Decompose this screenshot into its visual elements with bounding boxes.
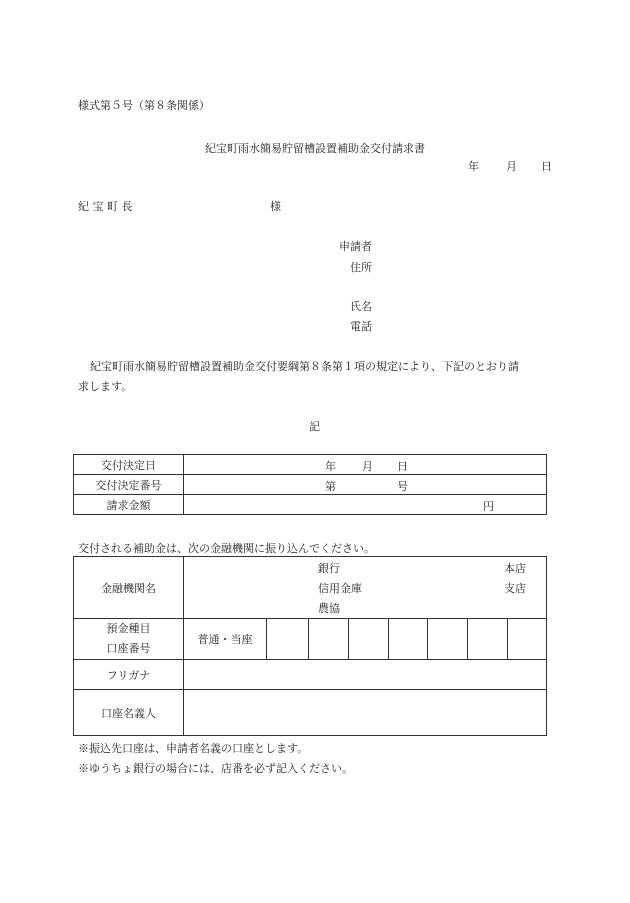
table-row bbox=[74, 475, 547, 495]
claim-amount-label: 請求金額 bbox=[74, 495, 184, 515]
branch-type-honten: 本店 bbox=[504, 562, 526, 575]
account-digit-2[interactable] bbox=[309, 619, 349, 660]
addressee-name: 紀 宝 町 長 bbox=[78, 200, 133, 213]
table-row bbox=[74, 690, 547, 736]
applicant-heading: 申請者 bbox=[339, 240, 372, 253]
decision-table bbox=[73, 454, 547, 515]
ki-marker: 記 bbox=[309, 420, 320, 433]
bank-table bbox=[73, 556, 547, 736]
note-account-owner: ※振込先口座は、申請者名義の口座とします。 bbox=[78, 742, 309, 755]
account-digit-3[interactable] bbox=[349, 619, 389, 660]
claim-amount-field[interactable]: 円 bbox=[184, 495, 547, 515]
applicant-address-label: 住所 bbox=[350, 261, 372, 274]
bank-type-nokyo: 農協 bbox=[318, 602, 340, 615]
furigana-field[interactable] bbox=[184, 660, 547, 690]
account-digit-7[interactable] bbox=[508, 619, 547, 660]
holder-field[interactable] bbox=[184, 690, 547, 736]
institution-field[interactable] bbox=[184, 557, 547, 619]
account-digit-5[interactable] bbox=[428, 619, 468, 660]
decision-number-label: 交付決定番号 bbox=[74, 475, 184, 495]
branch-type-shiten: 支店 bbox=[504, 582, 526, 595]
decision-date-field[interactable]: 年 月 日 bbox=[184, 455, 547, 475]
applicant-name-label: 氏名 bbox=[350, 300, 372, 313]
account-digit-4[interactable] bbox=[389, 619, 428, 660]
table-row bbox=[74, 660, 547, 690]
date-day: 日 bbox=[541, 160, 552, 173]
body-text-line2: 求します。 bbox=[78, 380, 133, 393]
decision-date-label: 交付決定日 bbox=[74, 455, 184, 475]
table-row bbox=[74, 495, 547, 515]
account-type[interactable]: 普通・当座 bbox=[184, 619, 267, 660]
holder-label: 口座名義人 bbox=[74, 690, 184, 736]
page-title: 紀宝町雨水簡易貯留槽設置補助金交付請求書 bbox=[205, 142, 425, 155]
decision-number-field[interactable]: 第 号 bbox=[184, 475, 547, 495]
account-label: 預金種目 口座番号 bbox=[74, 619, 184, 660]
institution-label: 金融機関名 bbox=[74, 557, 184, 619]
transfer-note: 交付される補助金は、次の金融機関に振り込んでください。 bbox=[78, 542, 375, 555]
addressee-honorific: 様 bbox=[270, 200, 281, 213]
table-row bbox=[74, 619, 547, 660]
form-number: 様式第５号（第８条関係） bbox=[78, 99, 210, 112]
table-row bbox=[74, 455, 547, 475]
bank-type-shinkin: 信用金庫 bbox=[318, 582, 362, 595]
date-month: 月 bbox=[506, 160, 517, 173]
table-row bbox=[74, 557, 547, 619]
account-digit-6[interactable] bbox=[468, 619, 508, 660]
bank-type-ginko: 銀行 bbox=[318, 562, 340, 575]
note-yucho-branch: ※ゆうちょ銀行の場合には、店番を必ず記入ください。 bbox=[78, 762, 353, 775]
body-text-line1: 紀宝町雨水簡易貯留槽設置補助金交付要綱第８条第１項の規定により、下記のとおり請 bbox=[90, 360, 519, 373]
applicant-phone-label: 電話 bbox=[350, 320, 372, 333]
furigana-label: フリガナ bbox=[74, 660, 184, 690]
account-digit-1[interactable] bbox=[267, 619, 309, 660]
date-year: 年 bbox=[468, 160, 479, 173]
